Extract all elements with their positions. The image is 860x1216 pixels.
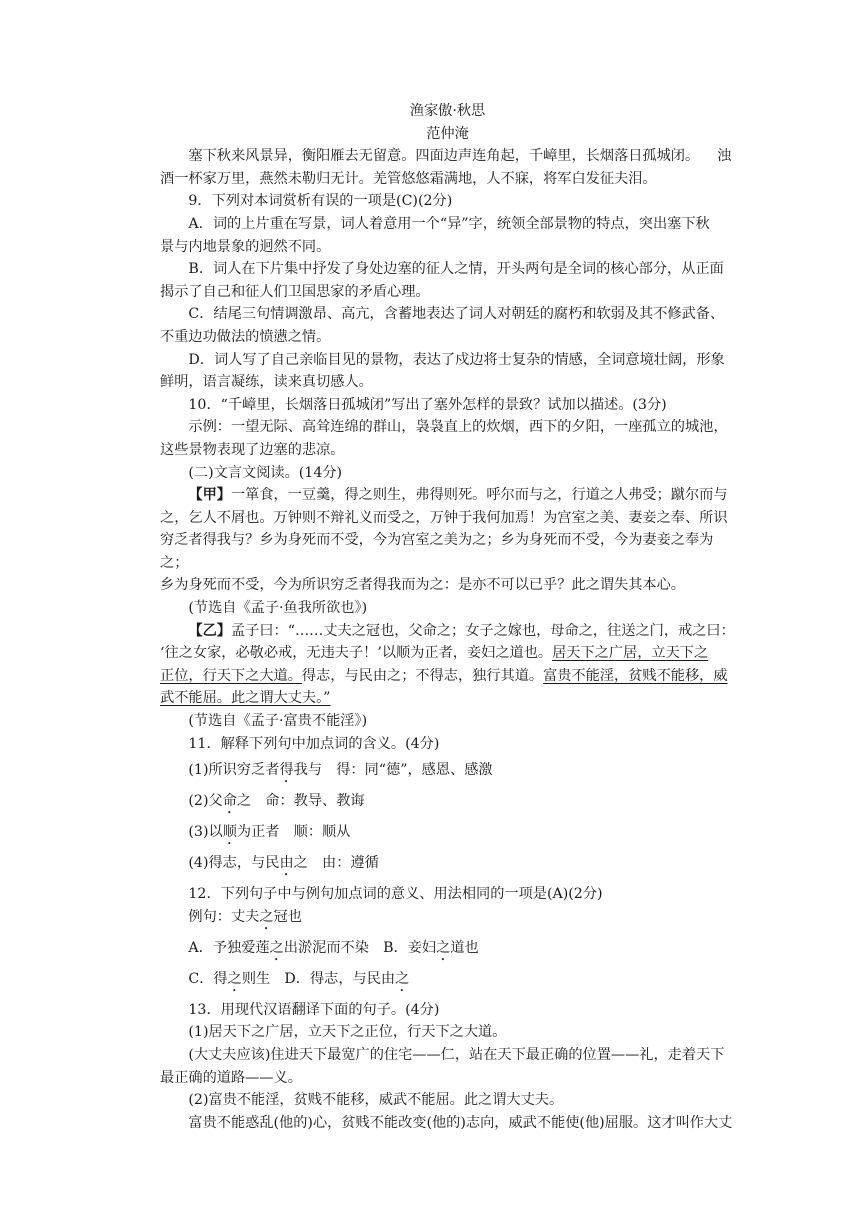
passage-yi-tag: 【乙】	[188, 622, 231, 639]
underlined-text: 富贵不能淫，贫贱不能移，威	[543, 667, 728, 684]
question-13-stem: 13．用现代汉语翻译下面的句子。(4分)	[188, 1001, 440, 1018]
dotted-word: 之	[259, 908, 274, 925]
q10-answer-cont: 这些景物表现了边塞的悲凉。	[160, 441, 345, 458]
q13-answer-2: 富贵不能惑乱(他的)心，贫贱不能改变(他的)志向，威武不能使(他)屈服。这才叫作大丈	[188, 1114, 733, 1131]
poem-title: 渔家傲·秋思	[409, 103, 486, 119]
q10-answer: 示例：一望无际、高耸连绵的群山，袅袅直上的炊烟，西下的夕阳，一座孤立的城池，	[188, 419, 728, 436]
poem-line: 塞下秋来风景异，衡阳雁去无留意。四面边声连角起，千嶂里，长烟落日孤城闭。 浊	[188, 148, 732, 165]
passage-jia-line: 乡为身死而不受，今为所识穷乏者得我而为之：是亦不可以已乎？此之谓失其本心。	[160, 577, 685, 594]
q13-answer-1: (大丈夫应该)住进天下最宽广的住宅——仁，站在天下最正确的位置——礼，走着天下	[188, 1047, 725, 1063]
q12-example	[160, 906, 735, 933]
q9-option-c-cont: 不重边功做法的愤懑之情。	[160, 328, 331, 345]
q12-options-ab	[160, 937, 735, 964]
q13-sentence-1: (1)居天下之广居，立天下之正位，行天下之大道。	[188, 1024, 507, 1041]
q11-item	[160, 759, 735, 786]
q12-options-cd	[160, 968, 735, 995]
dotted-word: 之	[395, 970, 410, 987]
q9-option-d: D．词人写了自己亲临目见的景物，表达了戍边将士复杂的情感，全词意境壮阔，形象	[188, 351, 725, 368]
q9-option-a: A．词的上片重在写景，词人着意用一个“异”字，统领全部景物的特点，突出塞下秋	[188, 215, 710, 232]
q11-item	[160, 821, 735, 848]
underlined-text: 武不能屈。此之谓大丈夫。”	[160, 690, 331, 707]
item-text: (2)父	[188, 793, 223, 810]
dotted-word: 命	[222, 793, 237, 810]
question-11-stem: 11．解释下列句中加点词的含义。(4分)	[188, 735, 440, 752]
item-text: 则生 D．得志，与民由	[241, 970, 396, 987]
item-text: A．予独爱莲	[188, 939, 270, 956]
item-text: C．得	[188, 970, 228, 987]
q9-option-b: B．词人在下片集中抒发了身处边塞的征人之情，开头两句是全词的核心部分，从正面	[188, 261, 724, 278]
passage-yi-line	[160, 620, 735, 643]
q9-option-c: C．结尾三句情调激昂、高亢，含蓄地表达了词人对朝廷的腐朽和软弱及其不修武备、	[188, 306, 725, 323]
section-heading: (二)文言文阅读。(14分)	[188, 464, 343, 481]
item-text: 之 命：教导、教诲	[236, 793, 365, 810]
passage-jia-line	[160, 484, 735, 507]
poem-line: 酒一杯家万里，燕然未勒归无计。羌管悠悠霜满地，人不寐，将军白发征夫泪。	[160, 170, 657, 187]
underlined-text: 居天下之广居，立天下之	[552, 645, 709, 662]
dotted-word: 由	[279, 855, 294, 872]
q9-option-d-cont: 鲜明，语言凝练，读来真切感人。	[160, 374, 373, 391]
passage-text: 孟子曰：“……丈夫之冠也，父命之；女子之嫁也，母命之，往送之门，戒之曰：	[230, 622, 735, 639]
q13-answer-1-cont: 最正确的道路——义。	[160, 1069, 302, 1086]
question-9-stem: 9．下列对本词赏析有误的一项是(C)(2分)	[188, 193, 453, 210]
worksheet-page	[160, 100, 735, 1134]
poem-author: 范仲淹	[426, 125, 469, 142]
item-text: 例句：丈夫	[188, 908, 260, 925]
q11-item	[160, 790, 735, 817]
passage-jia-line: 之，乞人不屑也。万钟则不辩礼义而受之，万钟于我何加焉！为宫室之美、妻妾之奉、所识	[160, 509, 728, 526]
question-12-stem: 12．下列句子中与例句加点词的意义、用法相同的一项是(A)(2分)	[188, 886, 603, 903]
item-text: 道也	[450, 939, 479, 956]
item-text: 我与 得：同“德”，感恩、感激	[293, 762, 493, 779]
item-text: 冠也	[273, 908, 302, 925]
passage-text: 得志，与民由之；不得志，独行其道。	[301, 667, 544, 684]
dotted-word: 之	[269, 939, 284, 956]
passage-yi-source: (节选自《孟子·富贵不能淫》)	[188, 713, 368, 730]
item-text: (3)以	[188, 824, 223, 841]
item-text: (4)得志，与民	[188, 855, 280, 872]
dotted-word: 顺	[222, 824, 237, 841]
q9-option-a-cont: 景与内地景象的迥然不同。	[160, 238, 331, 255]
item-text: (1)所识穷乏者	[188, 762, 280, 779]
underlined-text: 正位，行天下之大道。	[160, 667, 302, 684]
passage-yi-line	[160, 665, 735, 688]
passage-jia-line: 穷乏者得我与？乡为身死而不受，今为宫室之美为之；乡为身死而不受，今为妻妾之奉为之；	[160, 532, 714, 571]
passage-yi-line	[160, 642, 735, 665]
item-text: 之 由：遵循	[293, 855, 379, 872]
q11-item	[160, 852, 735, 879]
q9-option-b-cont: 揭示了自己和征人们卫国思家的矛盾心理。	[160, 283, 430, 300]
passage-text: ‘往之女家，必敬必戒，无违夫子！’以顺为正者，妾妇之道也。	[160, 645, 553, 662]
passage-jia-source: (节选自《孟子·鱼我所欲也》)	[188, 600, 368, 617]
passage-yi-line	[160, 687, 735, 710]
passage-text: 一箪食，一豆羹，得之则生，弗得则死。呼尔而与之，行道之人弗受；蹴尔而与	[230, 487, 728, 504]
dotted-word: 得	[279, 762, 294, 779]
item-text: 出淤泥而不染 B．妾妇	[283, 939, 437, 956]
dotted-word: 之	[436, 939, 451, 956]
passage-jia-tag: 【甲】	[188, 487, 231, 504]
q13-sentence-2: (2)富贵不能淫，贫贱不能移，威武不能屈。此之谓大丈夫。	[188, 1092, 564, 1109]
question-10-stem: 10．“千嶂里，长烟落日孤城闭”写出了塞外怎样的景致？试加以描述。(3分)	[188, 396, 667, 413]
dotted-word: 之	[227, 970, 242, 987]
item-text: 为正者 顺：顺从	[236, 824, 351, 841]
